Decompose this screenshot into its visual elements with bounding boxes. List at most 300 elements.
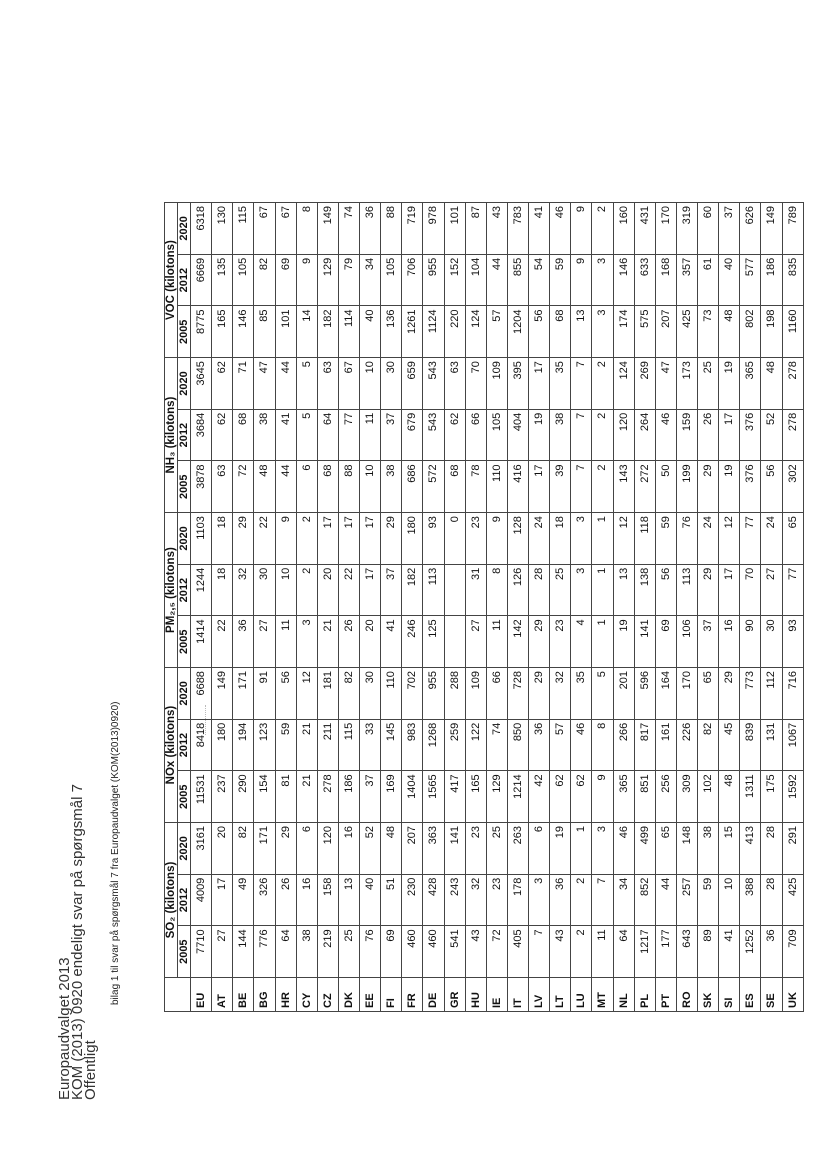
table-cell: 90 xyxy=(740,616,761,668)
table-cell: 1 xyxy=(592,564,613,616)
table-row xyxy=(550,203,571,1012)
table-cell: 29 xyxy=(698,564,719,616)
table-cell: 72 xyxy=(233,461,254,513)
table-cell: 198 xyxy=(761,306,782,358)
country-code: IE xyxy=(486,978,507,1012)
table-cell: 425 xyxy=(676,306,697,358)
table-cell: 1124 xyxy=(423,306,444,358)
table-cell: 12 xyxy=(613,513,634,565)
table-cell: 11 xyxy=(360,409,381,461)
table-cell: 257 xyxy=(676,874,697,926)
table-cell: 319 xyxy=(676,203,697,255)
table-cell: 74 xyxy=(338,203,359,255)
table-cell: 363 xyxy=(423,823,444,875)
table-cell: 46 xyxy=(655,409,676,461)
table-cell: 37 xyxy=(698,616,719,668)
table-cell: 9 xyxy=(486,513,507,565)
table-cell: 49 xyxy=(233,874,254,926)
table-cell: 776 xyxy=(254,926,275,978)
table-cell: 91 xyxy=(254,668,275,720)
table-cell: 101 xyxy=(275,306,296,358)
table-caption: bilag 1 til svar på spørgsmål 7 fra Europaudvalget (KOM(2013)0920) xyxy=(110,701,121,1005)
table-cell: 171 xyxy=(233,668,254,720)
table-cell: 13 xyxy=(571,306,592,358)
country-code: NL xyxy=(613,978,634,1012)
year-header: 2020 xyxy=(178,513,191,565)
table-cell: 855 xyxy=(507,254,528,306)
year-header: 2020 xyxy=(178,358,191,410)
table-cell: 130 xyxy=(212,203,233,255)
table-cell: 716 xyxy=(782,668,804,720)
table-cell: 159 xyxy=(676,409,697,461)
table-cell: 41 xyxy=(381,616,402,668)
table-cell: 23 xyxy=(550,616,571,668)
table-row xyxy=(191,203,212,1012)
table-cell: 88 xyxy=(381,203,402,255)
table-cell: 852 xyxy=(634,874,655,926)
table-cell: 40 xyxy=(360,306,381,358)
table-cell: 24 xyxy=(529,513,550,565)
table-cell: 56 xyxy=(529,306,550,358)
table-row xyxy=(444,203,465,1012)
table-cell: 123 xyxy=(254,719,275,771)
document-header xyxy=(56,784,99,1100)
table-cell: 20 xyxy=(317,564,338,616)
table-cell: 577 xyxy=(740,254,761,306)
table-cell: 194 xyxy=(233,719,254,771)
table-cell: 69 xyxy=(655,616,676,668)
table-cell: 36 xyxy=(550,874,571,926)
table-cell: 5 xyxy=(592,668,613,720)
table-cell: 57 xyxy=(550,719,571,771)
table-cell: 38 xyxy=(296,926,317,978)
year-header: 2012 xyxy=(178,409,191,461)
table-cell: 728 xyxy=(507,668,528,720)
table-cell: 302 xyxy=(782,461,804,513)
table-cell: 110 xyxy=(381,668,402,720)
table-cell: 174 xyxy=(613,306,634,358)
country-code: BE xyxy=(233,978,254,1012)
table-cell: 181 xyxy=(317,668,338,720)
table-cell: 47 xyxy=(254,358,275,410)
table-cell: 40 xyxy=(360,874,381,926)
table-cell: 72 xyxy=(486,926,507,978)
table-cell: 3878 xyxy=(191,461,212,513)
table-cell: 9 xyxy=(296,254,317,306)
table-cell: 18 xyxy=(212,564,233,616)
table-cell: 170 xyxy=(676,668,697,720)
table-cell: 12 xyxy=(719,513,740,565)
table-cell: 365 xyxy=(740,358,761,410)
table-cell: 2 xyxy=(571,926,592,978)
table-cell: 11 xyxy=(592,926,613,978)
table-cell: 3 xyxy=(296,616,317,668)
country-code: RO xyxy=(676,978,697,1012)
emissions-table xyxy=(164,202,804,1012)
table-cell: 789 xyxy=(782,203,804,255)
country-code: FI xyxy=(381,978,402,1012)
table-cell: 82 xyxy=(254,254,275,306)
table-cell: 128 xyxy=(507,513,528,565)
table-cell: 93 xyxy=(782,616,804,668)
table-cell: 25 xyxy=(550,564,571,616)
table-cell: 113 xyxy=(423,564,444,616)
table-cell: 165 xyxy=(465,771,486,823)
table-cell: 48 xyxy=(254,461,275,513)
table-cell: 2 xyxy=(592,461,613,513)
table-cell: 7710 xyxy=(191,926,212,978)
table-cell: 120 xyxy=(317,823,338,875)
table-cell: 59 xyxy=(550,254,571,306)
table-cell: 706 xyxy=(402,254,423,306)
table-cell: 173 xyxy=(676,358,697,410)
table-cell: 17 xyxy=(719,409,740,461)
table-cell: 405 xyxy=(507,926,528,978)
table-cell: 13 xyxy=(338,874,359,926)
table-cell: 43 xyxy=(550,926,571,978)
table-cell: 2 xyxy=(592,358,613,410)
table-cell: 425 xyxy=(782,874,804,926)
table-cell: 3 xyxy=(592,306,613,358)
table-cell: 165 xyxy=(212,306,233,358)
table-cell: 23 xyxy=(486,874,507,926)
table-cell: 60 xyxy=(698,203,719,255)
table-row xyxy=(571,203,592,1012)
table-cell: 26 xyxy=(275,874,296,926)
country-code: LU xyxy=(571,978,592,1012)
table-cell: 686 xyxy=(402,461,423,513)
table-cell: 68 xyxy=(317,461,338,513)
table-cell: 1311 xyxy=(740,771,761,823)
table-cell: 24 xyxy=(698,513,719,565)
table-cell: 29 xyxy=(275,823,296,875)
table-cell: 59 xyxy=(275,719,296,771)
table-cell: 211 xyxy=(317,719,338,771)
table-cell: 709 xyxy=(782,926,804,978)
table-cell: 1 xyxy=(592,513,613,565)
table-cell: 431 xyxy=(634,203,655,255)
country-code: EU xyxy=(191,978,212,1012)
country-code: CY xyxy=(296,978,317,1012)
table-cell: 68 xyxy=(550,306,571,358)
table-cell: 28 xyxy=(761,874,782,926)
table-cell: 37 xyxy=(719,203,740,255)
table-cell: 138 xyxy=(634,564,655,616)
table-cell: 16 xyxy=(719,616,740,668)
table-cell: 13 xyxy=(613,564,634,616)
table-cell: 30 xyxy=(381,358,402,410)
country-code: EE xyxy=(360,978,381,1012)
group-header-row xyxy=(165,203,178,1012)
table-row xyxy=(402,203,423,1012)
table-cell: 88 xyxy=(338,461,359,513)
pollutant-header: SO₂ (kilotons) xyxy=(165,823,178,978)
table-row xyxy=(676,203,697,1012)
table-cell: 129 xyxy=(317,254,338,306)
table-row xyxy=(360,203,381,1012)
table-cell: 65 xyxy=(655,823,676,875)
table-cell: 850 xyxy=(507,719,528,771)
table-cell: 37 xyxy=(360,771,381,823)
table-cell: 21 xyxy=(317,616,338,668)
table-cell: 27 xyxy=(212,926,233,978)
table-cell: 201 xyxy=(613,668,634,720)
table-cell: 9 xyxy=(571,254,592,306)
table-cell: 71 xyxy=(233,358,254,410)
table-cell: 66 xyxy=(465,409,486,461)
table-cell: 69 xyxy=(381,926,402,978)
table-cell: 17 xyxy=(529,461,550,513)
table-cell: 11531 xyxy=(191,771,212,823)
table-cell: 68 xyxy=(444,461,465,513)
table-cell: 41 xyxy=(529,203,550,255)
table-cell: 3 xyxy=(592,823,613,875)
year-header: 2012 xyxy=(178,254,191,306)
table-cell: 18 xyxy=(550,513,571,565)
table-cell: 3 xyxy=(529,874,550,926)
table-cell: 460 xyxy=(423,926,444,978)
table-cell: 1204 xyxy=(507,306,528,358)
table-cell: 291 xyxy=(782,823,804,875)
table-row xyxy=(212,203,233,1012)
table-cell: 32 xyxy=(233,564,254,616)
table-cell: 56 xyxy=(275,668,296,720)
table-cell: 4009 xyxy=(191,874,212,926)
table-cell: 29 xyxy=(233,513,254,565)
table-cell: 65 xyxy=(698,668,719,720)
table-cell: 1103 xyxy=(191,513,212,565)
table-cell: 54 xyxy=(529,254,550,306)
table-row xyxy=(486,203,507,1012)
table-cell: 259 xyxy=(444,719,465,771)
header-line-2: KOM (2013) 0920 endeligt svar på spørgsmål 7 xyxy=(69,784,86,1100)
table-cell: 64 xyxy=(275,926,296,978)
table-cell: 679 xyxy=(402,409,423,461)
table-cell: 8 xyxy=(296,203,317,255)
table-cell: 955 xyxy=(423,668,444,720)
table-cell: 1 xyxy=(571,823,592,875)
table-cell: 626 xyxy=(740,203,761,255)
table-cell: 773 xyxy=(740,668,761,720)
table-cell xyxy=(444,564,465,616)
table-cell: 67 xyxy=(254,203,275,255)
table-cell: 7 xyxy=(571,409,592,461)
table-cell: 73 xyxy=(698,306,719,358)
table-cell: 82 xyxy=(698,719,719,771)
table-cell: 177 xyxy=(655,926,676,978)
table-cell: 1160 xyxy=(782,306,804,358)
table-cell: 278 xyxy=(317,771,338,823)
table-cell: 182 xyxy=(317,306,338,358)
table-cell: 109 xyxy=(465,668,486,720)
table-cell: 1404 xyxy=(402,771,423,823)
table-cell: 31 xyxy=(465,564,486,616)
emissions-table-wrapper xyxy=(164,202,804,1012)
table-cell: 164 xyxy=(655,668,676,720)
table-cell: 170 xyxy=(655,203,676,255)
table-cell: 131 xyxy=(761,719,782,771)
table-cell: 3 xyxy=(571,513,592,565)
table-cell: 82 xyxy=(233,823,254,875)
table-row xyxy=(296,203,317,1012)
country-code: LV xyxy=(529,978,550,1012)
table-cell: 30 xyxy=(761,616,782,668)
table-row xyxy=(698,203,719,1012)
table-cell: 8775 xyxy=(191,306,212,358)
country-code: SE xyxy=(761,978,782,1012)
table-cell: 175 xyxy=(761,771,782,823)
table-cell: 28 xyxy=(529,564,550,616)
table-cell: 85 xyxy=(254,306,275,358)
year-header: 2020 xyxy=(178,668,191,720)
table-cell: 169 xyxy=(381,771,402,823)
table-cell: 10 xyxy=(719,874,740,926)
table-cell: 29 xyxy=(698,461,719,513)
table-cell: 63 xyxy=(212,461,233,513)
table-cell: 29 xyxy=(529,668,550,720)
table-cell: 1592 xyxy=(782,771,804,823)
table-cell: 219 xyxy=(317,926,338,978)
country-code: HU xyxy=(465,978,486,1012)
table-cell: 230 xyxy=(402,874,423,926)
table-cell: 143 xyxy=(613,461,634,513)
year-header: 2005 xyxy=(178,306,191,358)
table-cell: 272 xyxy=(634,461,655,513)
table-cell: 29 xyxy=(719,668,740,720)
table-cell: 3684 xyxy=(191,409,212,461)
table-cell: 376 xyxy=(740,409,761,461)
table-cell: 27 xyxy=(465,616,486,668)
table-cell: 43 xyxy=(465,926,486,978)
table-cell: 269 xyxy=(634,358,655,410)
country-code: SI xyxy=(719,978,740,1012)
table-cell: 404 xyxy=(507,409,528,461)
table-cell: 11 xyxy=(275,616,296,668)
table-cell: 256 xyxy=(655,771,676,823)
table-cell: 102 xyxy=(698,771,719,823)
table-cell: 25 xyxy=(698,358,719,410)
table-cell: 2 xyxy=(571,874,592,926)
table-cell: 65 xyxy=(782,513,804,565)
table-cell: 9 xyxy=(275,513,296,565)
table-cell: 161 xyxy=(655,719,676,771)
country-code: LT xyxy=(550,978,571,1012)
table-cell: 719 xyxy=(402,203,423,255)
table-cell: 17 xyxy=(360,513,381,565)
table-cell: 17 xyxy=(317,513,338,565)
table-cell: 835 xyxy=(782,254,804,306)
table-cell: 266 xyxy=(613,719,634,771)
table-cell: 1067 xyxy=(782,719,804,771)
country-code: AT xyxy=(212,978,233,1012)
year-header: 2012 xyxy=(178,719,191,771)
country-code: HR xyxy=(275,978,296,1012)
table-cell: 37 xyxy=(381,409,402,461)
table-cell: 17 xyxy=(338,513,359,565)
country-code: GR xyxy=(444,978,465,1012)
table-cell: 154 xyxy=(254,771,275,823)
table-cell: 42 xyxy=(529,771,550,823)
table-cell: 207 xyxy=(655,306,676,358)
table-cell: 109 xyxy=(486,358,507,410)
table-cell: 7 xyxy=(529,926,550,978)
table-cell: 543 xyxy=(423,409,444,461)
table-cell: 572 xyxy=(423,461,444,513)
table-cell: 43 xyxy=(486,203,507,255)
table-cell: 1261 xyxy=(402,306,423,358)
table-cell: 101 xyxy=(444,203,465,255)
table-cell: 6688 xyxy=(191,668,212,720)
table-row xyxy=(465,203,486,1012)
table-cell: 152 xyxy=(444,254,465,306)
table-cell: 62 xyxy=(212,409,233,461)
table-cell: 62 xyxy=(550,771,571,823)
table-cell: 77 xyxy=(740,513,761,565)
table-cell: 6 xyxy=(529,823,550,875)
table-cell: 17 xyxy=(529,358,550,410)
table-row xyxy=(529,203,550,1012)
table-cell: 955 xyxy=(423,254,444,306)
table-cell: 3 xyxy=(592,254,613,306)
table-cell: 48 xyxy=(381,823,402,875)
table-cell: 50 xyxy=(655,461,676,513)
table-cell: 41 xyxy=(275,409,296,461)
table-cell: 32 xyxy=(550,668,571,720)
year-header: 2005 xyxy=(178,461,191,513)
table-cell: 115 xyxy=(338,719,359,771)
table-cell: 59 xyxy=(655,513,676,565)
table-row xyxy=(740,203,761,1012)
table-cell: 226 xyxy=(676,719,697,771)
country-code: FR xyxy=(402,978,423,1012)
table-row xyxy=(782,203,804,1012)
table-cell: 3161 xyxy=(191,823,212,875)
table-cell: 105 xyxy=(233,254,254,306)
table-cell: 288 xyxy=(444,668,465,720)
table-cell: 66 xyxy=(486,668,507,720)
table-cell: 57 xyxy=(486,306,507,358)
table-cell: 110 xyxy=(486,461,507,513)
table-cell: 22 xyxy=(338,564,359,616)
table-cell: 659 xyxy=(402,358,423,410)
table-cell: 44 xyxy=(655,874,676,926)
table-cell: 51 xyxy=(381,874,402,926)
table-cell: 388 xyxy=(740,874,761,926)
table-cell: 135 xyxy=(212,254,233,306)
table-cell: 1565 xyxy=(423,771,444,823)
table-cell: 278 xyxy=(782,358,804,410)
table-cell: 124 xyxy=(465,306,486,358)
table-cell: 246 xyxy=(402,616,423,668)
table-cell: 41 xyxy=(719,926,740,978)
country-code: CZ xyxy=(317,978,338,1012)
table-cell: 48 xyxy=(719,771,740,823)
year-header: 2005 xyxy=(178,616,191,668)
country-code: DE xyxy=(423,978,444,1012)
table-cell: 52 xyxy=(761,409,782,461)
table-cell: 34 xyxy=(613,874,634,926)
table-row xyxy=(423,203,444,1012)
country-code: DK xyxy=(338,978,359,1012)
table-cell: 19 xyxy=(719,358,740,410)
table-cell: 22 xyxy=(254,513,275,565)
country-code: PT xyxy=(655,978,676,1012)
table-row xyxy=(507,203,528,1012)
table-cell: 82 xyxy=(338,668,359,720)
table-cell: 1244 xyxy=(191,564,212,616)
table-cell: 264 xyxy=(634,409,655,461)
table-cell: 6669 xyxy=(191,254,212,306)
